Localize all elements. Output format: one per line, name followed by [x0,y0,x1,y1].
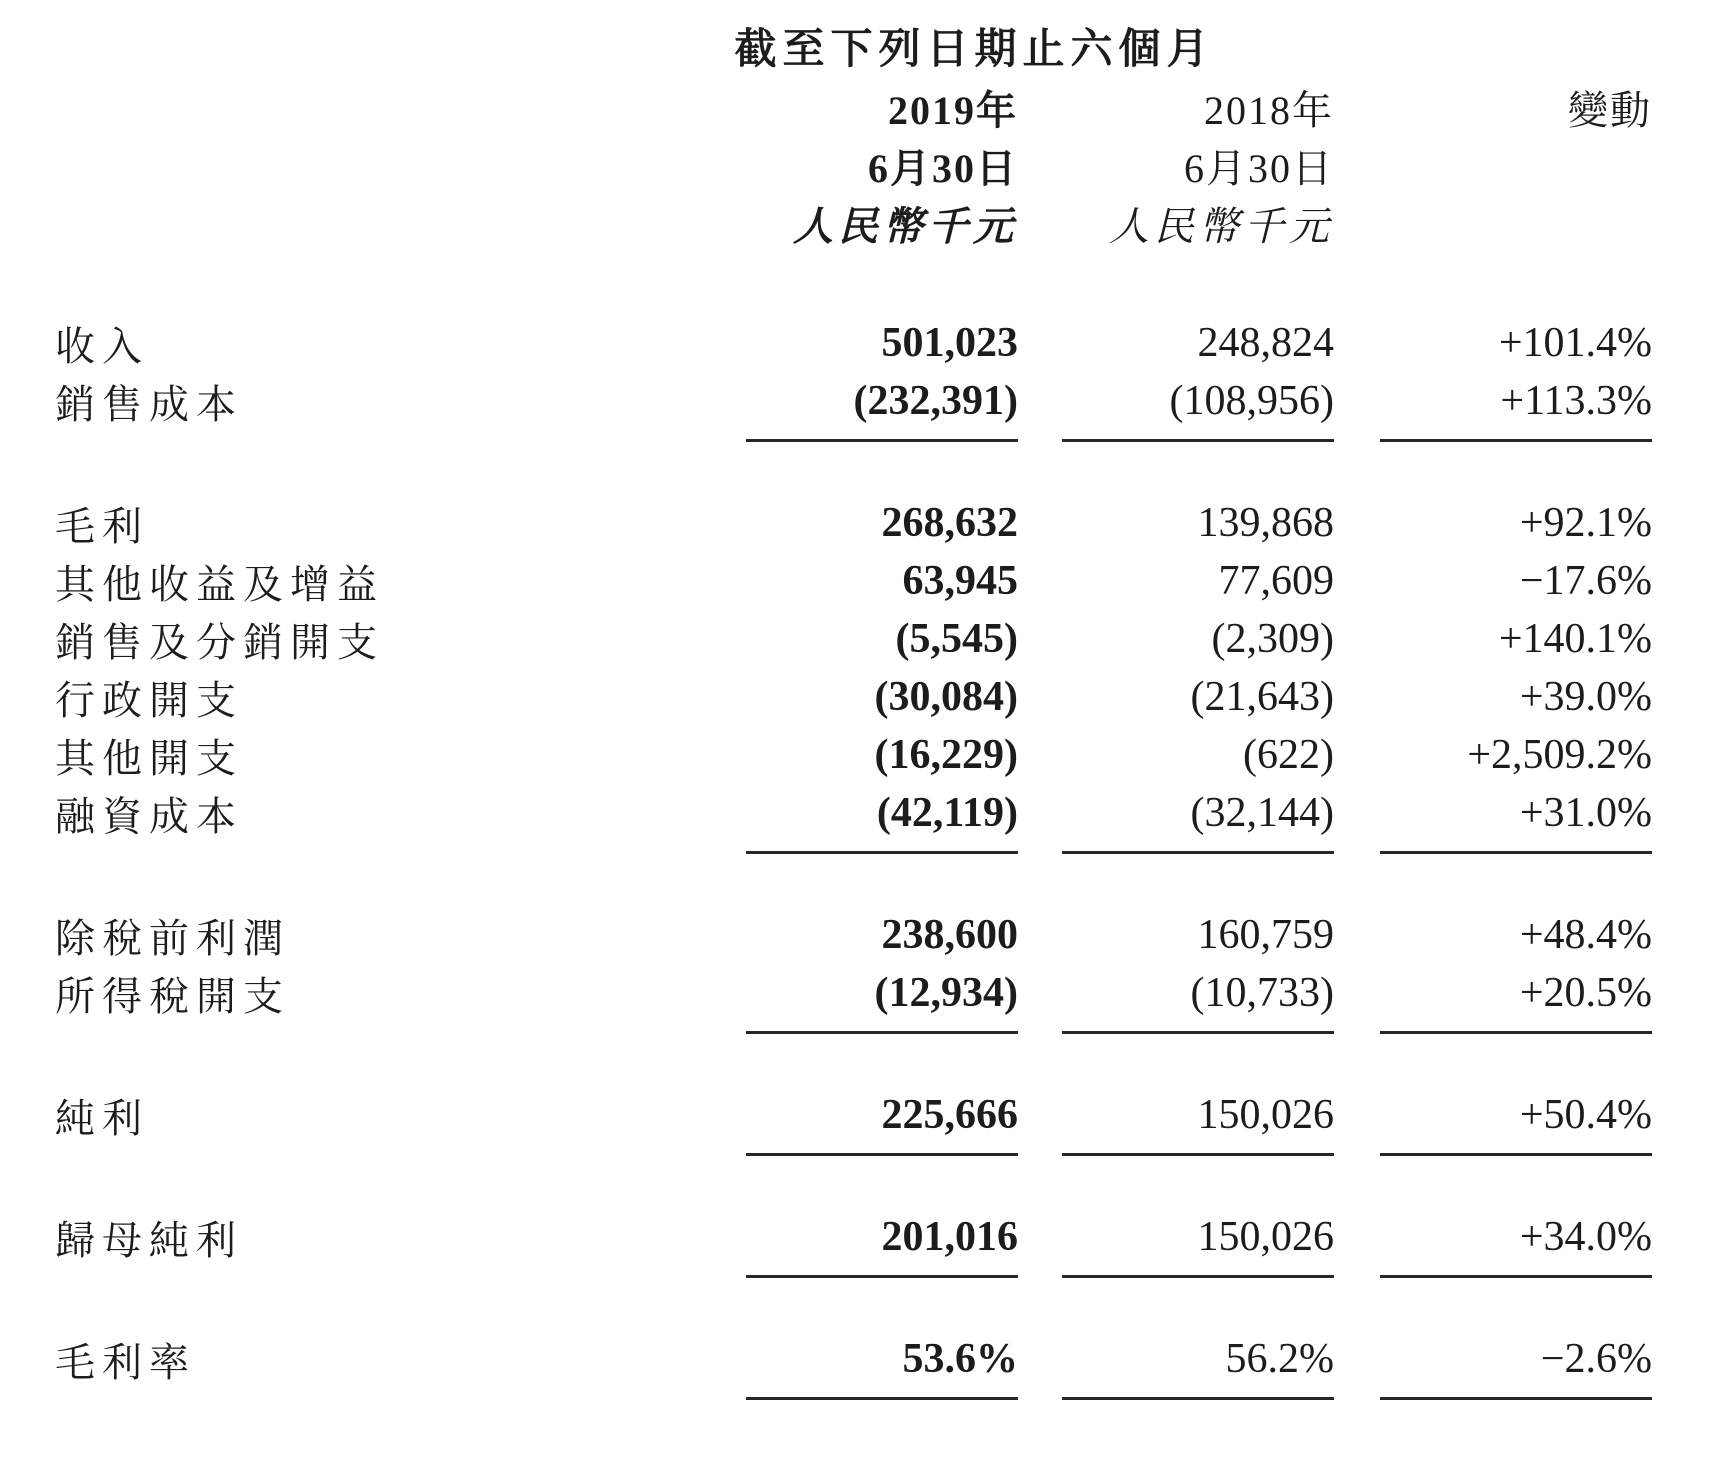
row-label: 銷售及分銷開支 [55,619,384,665]
spacer-cell [1334,14,1652,78]
underline-row [55,1388,1652,1406]
unit-header-row [55,194,1652,252]
group-spacer [55,1284,1652,1330]
value-2019: 53.6% [902,1336,1018,1382]
value-change: +39.0% [1519,674,1653,720]
underline-change [1334,1266,1652,1284]
col-2019-year: 2019年 [888,87,1018,133]
row-label: 毛利率 [55,1339,196,1385]
underline-2018 [1018,1144,1334,1162]
table-row [55,668,1652,726]
financial-table [55,14,1652,1406]
underline-row [55,842,1652,860]
row-label: 其他收益及增益 [55,561,384,607]
spacer-cell [55,430,615,448]
underline-2019 [615,1144,1018,1162]
value-change: +31.0% [1519,790,1653,836]
value-2018: 160,759 [1197,912,1335,958]
row-label: 毛利 [55,503,149,549]
value-2019: (16,229) [874,732,1018,778]
group-spacer [55,860,1652,906]
spacer-cell [55,1266,615,1284]
value-change: −2.6% [1540,1336,1653,1382]
value-2018: 77,609 [1218,558,1335,604]
col-2019-unit: 人民幣千元 [793,203,1018,249]
underline-row [55,1144,1652,1162]
value-2019: (5,545) [895,616,1018,662]
table-row [55,1208,1652,1266]
underline-2019 [615,1266,1018,1284]
table-row [55,1330,1652,1388]
table-row [55,964,1652,1022]
group-spacer [55,448,1652,494]
value-2019: (12,934) [874,970,1018,1016]
group-spacer [55,1162,1652,1208]
header-gap [55,252,1652,314]
value-2018: 150,026 [1197,1214,1335,1260]
underline-2018 [1018,1388,1334,1406]
row-label: 除稅前利潤 [55,915,290,961]
spacer-cell [55,194,615,252]
col-2019-date: 6月30日 [868,145,1018,191]
row-label: 所得稅開支 [55,973,290,1019]
value-2018: 248,824 [1197,320,1335,366]
underline-2018 [1018,842,1334,860]
value-change: +101.4% [1498,320,1653,366]
table-row [55,726,1652,784]
value-change: +50.4% [1519,1092,1653,1138]
table-row [55,784,1652,842]
row-label: 融資成本 [55,793,243,839]
table-row [55,552,1652,610]
value-2019: (30,084) [874,674,1018,720]
table-row [55,906,1652,964]
value-2018: (32,144) [1190,790,1335,836]
row-label: 純利 [55,1095,149,1141]
underline-2019 [615,1388,1018,1406]
value-change: +48.4% [1519,912,1653,958]
value-change: +113.3% [1500,378,1653,424]
underline-2018 [1018,430,1334,448]
spacer-cell [55,136,615,194]
value-2018: 139,868 [1197,500,1335,546]
value-2019: 201,016 [881,1214,1018,1260]
value-2018: 56.2% [1225,1336,1335,1382]
table-row [55,610,1652,668]
value-2018: (21,643) [1190,674,1335,720]
underline-row [55,1266,1652,1284]
value-2019: 238,600 [881,912,1018,958]
value-2019: 225,666 [881,1092,1018,1138]
value-2019: 501,023 [881,320,1018,366]
spacer-cell [1334,194,1652,252]
change-column-header: 變動 [1568,87,1653,133]
table-row [55,1086,1652,1144]
value-change: −17.6% [1519,558,1653,604]
underline-change [1334,1022,1652,1040]
period-header-row [55,14,1652,78]
value-2018: (622) [1243,732,1335,778]
underline-change [1334,842,1652,860]
spacer-cell [55,842,615,860]
spacer-cell [1334,136,1652,194]
value-2019: (42,119) [876,790,1018,836]
year-header-row [55,78,1652,136]
value-2018: (108,956) [1169,378,1335,424]
spacer-cell [55,1022,615,1040]
underline-2019 [615,842,1018,860]
period-header: 截至下列日期止六個月 [734,27,1215,73]
underline-change [1334,1144,1652,1162]
col-2018-date: 6月30日 [1184,145,1335,191]
value-change: +20.5% [1519,970,1653,1016]
row-label: 行政開支 [55,677,243,723]
group-spacer [55,1040,1652,1086]
col-2018-unit: 人民幣千元 [1109,203,1335,249]
underline-row [55,1022,1652,1040]
row-label: 收入 [55,323,149,369]
underline-change [1334,430,1652,448]
underline-2019 [615,430,1018,448]
value-2018: 150,026 [1197,1092,1335,1138]
value-2019: 63,945 [902,558,1018,604]
underline-2018 [1018,1022,1334,1040]
value-change: +92.1% [1519,500,1653,546]
value-2018: (10,733) [1190,970,1335,1016]
value-2019: (232,391) [853,378,1018,424]
row-label: 銷售成本 [55,381,243,427]
value-change: +2,509.2% [1467,732,1653,778]
spacer-cell [55,1388,615,1406]
value-change: +140.1% [1498,616,1653,662]
date-header-row [55,136,1652,194]
underline-row [55,430,1652,448]
spacer-cell [55,78,615,136]
spacer-cell [55,14,615,78]
underline-2018 [1018,1266,1334,1284]
underline-2019 [615,1022,1018,1040]
table-row [55,314,1652,372]
underline-change [1334,1388,1652,1406]
value-change: +34.0% [1519,1214,1653,1260]
table-row [55,372,1652,430]
value-2018: (2,309) [1211,616,1335,662]
row-label: 歸母純利 [55,1217,243,1263]
table-row [55,494,1652,552]
spacer-cell [55,1144,615,1162]
value-2019: 268,632 [881,500,1018,546]
row-label: 其他開支 [55,735,243,781]
col-2018-year: 2018年 [1204,87,1335,133]
